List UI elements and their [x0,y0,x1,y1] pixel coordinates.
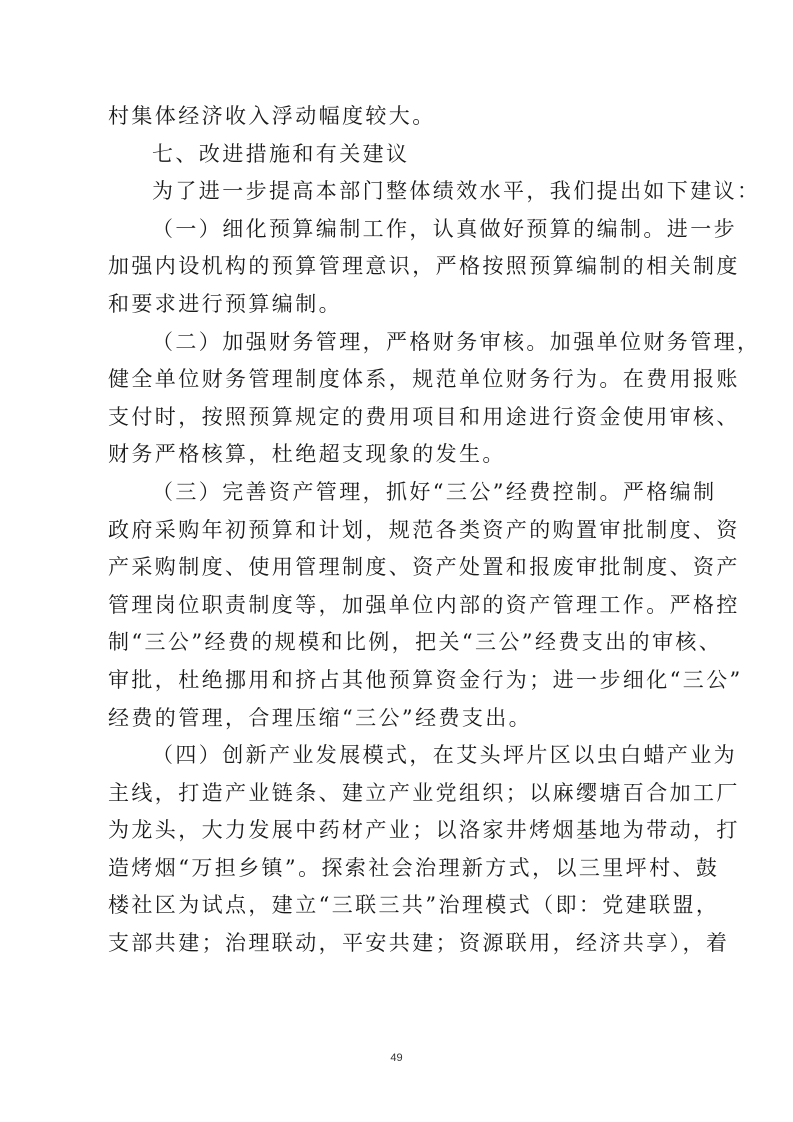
text-line: 为龙头，大力发展中药材产业；以洛家井烤烟基地为带动，打 [108,818,740,843]
text-line: （三）完善资产管理，抓好“三公”经费控制。严格编制 [152,479,717,504]
text-line: 健全单位财务管理制度体系，规范单位财务行为。在费用报账 [108,367,740,392]
text-line: （一）细化预算编制工作，认真做好预算的编制。进一步 [152,216,737,241]
text-line: 审批，杜绝挪用和挤占其他预算资金行为；进一步细化“三公” [108,667,743,692]
text-line: 制“三公”经费的规模和比例，把关“三公”经费支出的审核、 [108,630,723,655]
document-body [108,98,761,963]
text-line: 为了进一步提高本部门整体绩效水平，我们提出如下建议： [152,179,761,204]
text-line: 经费的管理，合理压缩“三公”经费支出。 [108,705,533,730]
text-line: 管理岗位职责制度等，加强单位内部的资产管理工作。严格控 [108,592,740,617]
text-line: 支付时，按照预算规定的费用项目和用途进行资金使用审核、 [108,404,740,429]
text-line: 产采购制度、使用管理制度、资产处置和报废审批制度、资产 [108,555,740,580]
text-line: 和要求进行预算编制。 [108,291,342,316]
text-line: 造烤烟“万担乡镇”。探索社会治理新方式，以三里坪村、鼓 [108,855,720,880]
text-line: 楼社区为试点，建立“三联三共”治理模式（即：党建联盟， [108,893,720,918]
text-line: 村集体经济收入浮动幅度较大。 [108,104,436,128]
text-line: 政府采购年初预算和计划，规范各类资产的购置审批制度、资 [108,517,740,542]
section-heading: 七、改进措施和有关建议 [152,141,410,166]
text-line: 加强内设机构的预算管理意识，严格按照预算编制的相关制度 [108,254,740,279]
page-number: 49 [390,1052,403,1064]
text-line: 财务严格核算，杜绝超支现象的发生。 [108,442,506,467]
text-line: 支部共建；治理联动，平安共建；资源联用，经济共享），着 [108,931,730,956]
text-line: （二）加强财务管理，严格财务审核。加强单位财务管理， [152,329,761,354]
text-line: 主线，打造产业链条、建立产业党组织；以麻缨塘百合加工厂 [108,780,740,805]
text-line: （四）创新产业发展模式，在艾头坪片区以虫白蜡产业为 [152,743,737,768]
